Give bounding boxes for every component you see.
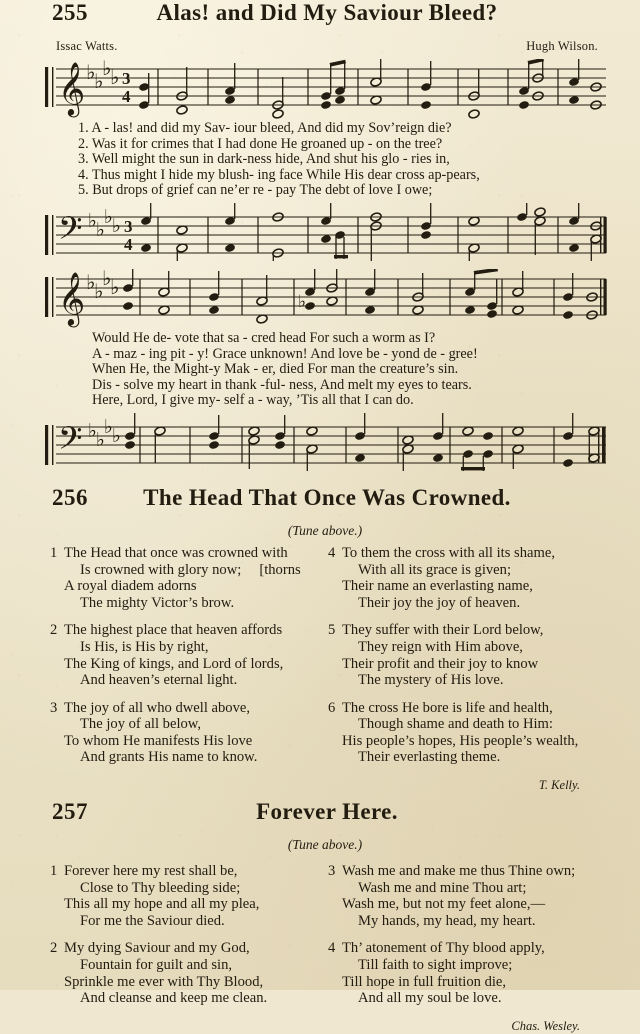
hymn-256-verses (34, 545, 606, 777)
verse-line: Is His, is His by right, (80, 638, 209, 655)
verse-line: For me the Saviour died. (80, 912, 225, 929)
tune-note: (Tune above.) (287, 837, 363, 853)
music-system-1 (40, 59, 600, 261)
lyric-line: Here, Lord, I give my- self a - way, ’Tis all that I can do. (92, 392, 414, 409)
stanza (50, 622, 316, 688)
verse-column-left (34, 545, 320, 777)
hymn-257 (34, 799, 606, 1034)
stanza-number: 4 (328, 940, 336, 957)
hymn-257-verses (34, 863, 606, 1018)
verse-line: Though shame and death to Him: (358, 716, 553, 733)
verse-line: Wash me and mine Thou art; (358, 879, 527, 896)
stanza (328, 700, 602, 766)
verse-line: This all my hope and all my plea, (64, 896, 260, 913)
music-system-2 (40, 269, 600, 471)
verse-line: The King of kings, and Lord of lords, (64, 655, 284, 672)
stanza (50, 700, 316, 766)
svg-text:4: 4 (122, 87, 131, 106)
lyric-line: 3. Well might the sun in dark-ness hide, And shut his glo - ries in, (78, 151, 450, 168)
hymn-255-header (34, 0, 606, 36)
verse-line: Till hope in full fruition die, (342, 973, 507, 990)
bracket-note: [thorns (259, 561, 301, 578)
svg-text:♭: ♭ (102, 268, 112, 290)
stanza-body (342, 863, 602, 929)
verse-line: They suffer with their Lord below, (342, 622, 544, 639)
stanza-body (64, 940, 316, 1006)
verse-line: Their joy the joy of heaven. (358, 594, 521, 611)
author-credit: Issac Watts. (56, 39, 118, 53)
stanza-number: 5 (328, 622, 336, 639)
hymn-256-header (34, 485, 606, 521)
stanza-body (342, 545, 602, 611)
hymn-255 (34, 0, 606, 471)
verse-line: Sprinkle me ever with Thy Blood, (64, 973, 264, 990)
stanza (328, 940, 602, 1006)
verse-column-right (320, 863, 606, 1018)
svg-text:♭: ♭ (88, 419, 97, 442)
verse-line: My dying Saviour and my God, (64, 940, 250, 957)
stanza (50, 863, 316, 929)
stanza-number: 6 (328, 699, 336, 716)
stanza-body (64, 622, 316, 688)
svg-text:4: 4 (124, 234, 133, 254)
svg-text:♭: ♭ (94, 278, 104, 303)
verse-line: With all its grace is given; (358, 561, 512, 578)
stanza (328, 863, 602, 929)
bass-staff-2 (40, 413, 600, 471)
svg-text:3: 3 (122, 69, 131, 88)
verse-line-text: Is crowned with glory now; (80, 561, 242, 578)
hymn-title: Forever Here. (256, 799, 398, 825)
hymn-number: 257 (52, 799, 88, 825)
hymn-256 (34, 485, 606, 793)
svg-text:♭: ♭ (104, 415, 113, 438)
svg-text:♭: ♭ (96, 428, 105, 451)
svg-text:♭: ♭ (102, 59, 112, 80)
svg-text:♭: ♭ (94, 69, 104, 93)
verse-column-left (34, 863, 320, 1018)
verse-line: A royal diadem adorns (64, 578, 197, 595)
svg-text:♭: ♭ (86, 269, 96, 294)
verse-line: And cleanse and keep me clean. (80, 990, 268, 1007)
stanza (50, 940, 316, 1006)
svg-text:3: 3 (124, 216, 133, 236)
lyric-line: 5. But drops of grief can ne’er re - pay The debt of love I owe; (78, 182, 433, 199)
verse-line-with-bracket (64, 562, 316, 579)
verse-line: And all my soul be love. (358, 990, 502, 1007)
bass-staff-svg-1 (40, 203, 612, 261)
treble-staff-2 (40, 269, 600, 331)
stanza-number: 1 (50, 544, 58, 561)
svg-text:♭: ♭ (110, 65, 120, 89)
verse-line: Th’ atonement of Thy blood apply, (342, 940, 545, 957)
lyric-line: When He, the Might-y Mak - er, died For man the creature’s sin. (92, 361, 459, 378)
hymn-257-header (34, 799, 606, 835)
verse-line: The mighty Victor’s brow. (80, 594, 235, 611)
verse-line: Till faith to sight improve; (358, 957, 513, 974)
page-title: Alas! and Did My Saviour Bleed? (156, 0, 498, 25)
verse-line: And heaven’s eternal light. (80, 672, 238, 689)
stanza-body (342, 940, 602, 1006)
tune-note: (Tune above.) (287, 522, 363, 538)
svg-text:♭: ♭ (86, 60, 96, 84)
bass-staff-1 (40, 203, 600, 261)
verse-line: Wash me, but not my feet alone,— (342, 896, 546, 913)
svg-text:𝄢: 𝄢 (58, 419, 83, 464)
lyric-line: 2. Was it for crimes that I had done He groaned up - on the tree? (78, 135, 443, 152)
system-2-lyrics (40, 331, 600, 409)
lyric-line: 4. Thus might I hide my blush- ing face While His dear cross ap-pears, (78, 166, 480, 183)
hymn-256-attribution: T. Kelly. (538, 778, 580, 793)
stanza-number: 2 (50, 940, 58, 957)
lyric-line: A - maz - ing pit - y! Grace unknown! And love be - yond de - gree! (92, 345, 478, 362)
hymn-number: 256 (52, 484, 88, 510)
verse-line: My hands, my head, my heart. (358, 912, 536, 929)
bass-staff-svg-2 (40, 413, 612, 471)
verse-line: They reign with Him above, (358, 638, 523, 655)
stanza (328, 622, 602, 688)
svg-text:♭: ♭ (110, 274, 120, 299)
stanza-body (342, 700, 602, 766)
stanza-number: 2 (50, 622, 58, 639)
lyric-line: 1. A - las! and did my Sav- iour bleed, And did my Sov’reign die? (78, 120, 452, 136)
stanza-number: 1 (50, 863, 58, 880)
verse-line: Forever here my rest shall be, (64, 863, 238, 880)
verse-line: The Head that once was crowned with (64, 544, 288, 561)
hymn-255-credits (34, 39, 606, 59)
svg-text:𝄞: 𝄞 (58, 61, 86, 115)
stanza (328, 545, 602, 611)
stanza-number: 3 (328, 863, 336, 880)
svg-text:♭: ♭ (104, 205, 113, 228)
treble-staff-1 (40, 59, 600, 121)
verse-line: The cross He bore is life and health, (342, 699, 553, 716)
svg-text:♭: ♭ (96, 218, 105, 241)
stanza-number: 3 (50, 699, 58, 716)
stanza-body (64, 545, 316, 611)
treble-staff-svg-1 (40, 59, 612, 121)
verse-line: Fountain for guilt and sin, (80, 957, 233, 974)
verse-line: The joy of all below, (80, 716, 202, 733)
verse-line: Their profit and their joy to know (342, 655, 539, 672)
verse-line: And grants His name to know. (80, 749, 258, 766)
verse-line: Their everlasting theme. (358, 749, 501, 766)
stanza-body (64, 863, 316, 929)
verse-line: The mystery of His love. (358, 672, 504, 689)
verse-line: To whom He manifests His love (64, 732, 253, 749)
stanza (50, 545, 316, 611)
verse-line: The joy of all who dwell above, (64, 699, 251, 716)
system-1-lyrics (40, 121, 600, 199)
verse-line: Wash me and make me thus Thine own; (342, 863, 576, 880)
verse-column-right (320, 545, 606, 777)
verse-line: The highest place that heaven affords (64, 622, 283, 639)
stanza-number: 4 (328, 544, 336, 561)
svg-text:𝄢: 𝄢 (58, 209, 83, 254)
svg-text:♭: ♭ (112, 424, 121, 447)
stanza-body (342, 622, 602, 688)
stanza-body (64, 700, 316, 766)
treble-staff-svg-2 (40, 269, 612, 331)
svg-text:♭: ♭ (88, 209, 97, 232)
hymn-257-attribution: Chas. Wesley. (511, 1018, 580, 1033)
verse-line: To them the cross with all its shame, (342, 544, 555, 561)
svg-text:♭: ♭ (112, 214, 121, 237)
verse-line: His people’s hopes, His people’s wealth, (342, 732, 579, 749)
lyric-line: Dis - solve my heart in thank -ful- ness, And melt my eyes to tears. (92, 376, 472, 393)
svg-text:𝄞: 𝄞 (58, 270, 86, 325)
svg-text:♭: ♭ (298, 291, 307, 312)
lyric-line: Would He de- vote that sa - cred head For such a worm as I? (92, 329, 436, 346)
verse-line: Close to Thy bleeding side; (80, 879, 241, 896)
verse-line: Their name an everlasting name, (342, 578, 533, 595)
composer-credit: Hugh Wilson. (526, 39, 598, 53)
hymn-title: The Head That Once Was Crowned. (143, 484, 511, 510)
hymn-number: 255 (52, 0, 88, 25)
